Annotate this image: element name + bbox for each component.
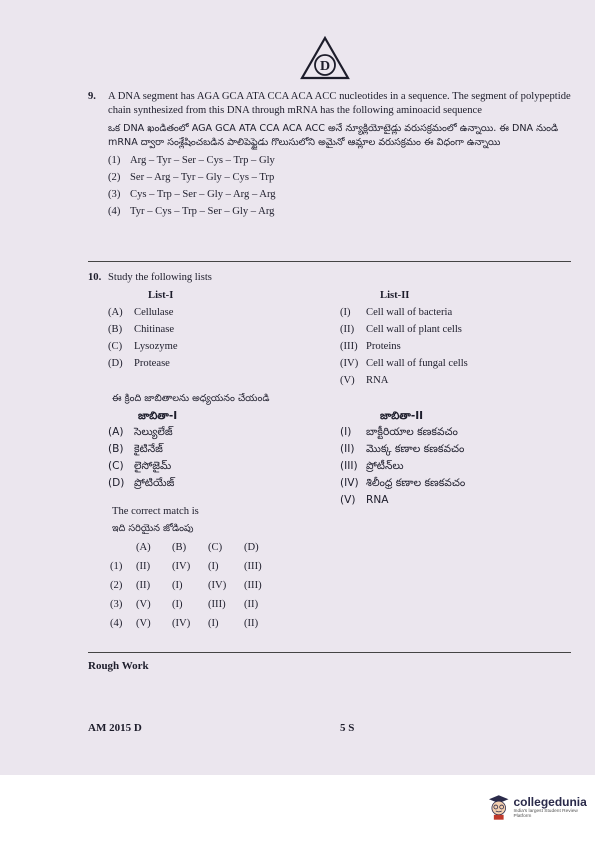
grid-row: (3) (V) (I) (III) (II) <box>110 599 259 610</box>
list-item: (I) Cell wall of bacteria <box>340 307 453 318</box>
list-item: (III) ప్రోటీన్‌లు <box>340 460 404 472</box>
option-4: (4) Tyr – Cys – Trp – Ser – Gly – Arg <box>108 206 275 217</box>
list-item: (II) మొక్క కణాల కణకవచం <box>340 443 465 455</box>
match-label-te: ఇది సరియైన జోడింపు <box>112 523 194 534</box>
question-9 <box>88 90 573 220</box>
list-item: (D) ప్రోటియేజ్ <box>108 477 175 489</box>
option-1: (1) Arg – Tyr – Ser – Cys – Trp – Gly <box>108 155 275 166</box>
student-mascot-icon <box>488 794 509 820</box>
list-item: (A) సెల్యులేజ్ <box>108 426 173 438</box>
list-item: (I) బాక్టీరియాల కణకవచం <box>340 426 458 438</box>
list-item: (C) లైసోజైమ్ <box>108 460 172 472</box>
list-2 <box>340 304 468 389</box>
question-number: 10. <box>88 272 102 283</box>
list-item: (A) Cellulase <box>108 307 174 318</box>
option-3: (3) Cys – Trp – Ser – Gly – Arg – Arg <box>108 189 276 200</box>
series-letter: D <box>319 59 331 74</box>
question-text-te: ఈ క్రింది జాబితాలను అధ్యయనం చేయండి <box>112 393 270 404</box>
list-item: (V) RNA <box>340 494 389 506</box>
list-1-title-te: జాబితా-I <box>138 410 178 422</box>
brand-tagline: India's largest Student Review Platform <box>513 809 578 819</box>
list-2-title: List-II <box>380 290 410 301</box>
question-text-te: ఒక DNA ఖండితంలో AGA GCA ATA CCA ACA ACC అనే న్యూక్లియోటైడ్లు వరుసక్రమంలో ఉన్నాయి. ఈ DNA నుండి mRNA ద్వారా సంశ్లేషించబడిన పాలిపెప్టైడు గొలుసులోని అమైనో ఆమ్లాల వరుసక్రమం ఈ విధంగా ఉన్నాయి <box>108 123 559 148</box>
list-1 <box>108 304 178 372</box>
question-text-en: Study the following lists <box>108 272 212 283</box>
options-list <box>88 152 573 220</box>
list-item: (C) Lysozyme <box>108 341 178 352</box>
question-text-en: A DNA segment has AGA GCA ATA CCA ACA ACC nucleotides in a sequence. The segment of polypeptide chain synthesized from this DNA through mRNA has the following aminoacid sequence <box>108 91 571 116</box>
divider <box>88 261 571 262</box>
divider <box>88 652 571 653</box>
list-item: (B) Chitinase <box>108 324 175 335</box>
list-2-te <box>340 424 465 509</box>
page-number: 5 S <box>340 722 355 734</box>
list-2-title-te: జాబితా-II <box>380 410 424 422</box>
lists-en <box>108 288 548 388</box>
list-1-te <box>108 424 174 492</box>
grid-row: (2) (II) (I) (IV) (III) <box>110 580 262 591</box>
list-1-title: List-I <box>148 290 174 301</box>
list-item: (III) Proteins <box>340 341 401 352</box>
list-item: (B) కైటినేజ్ <box>108 443 163 455</box>
grid-row: (1) (II) (IV) (I) (III) <box>110 561 262 572</box>
grid-header: (A) (B) (C) (D) <box>136 542 259 553</box>
grid-row: (4) (V) (IV) (I) (II) <box>110 618 259 629</box>
question-10 <box>88 271 573 285</box>
answer-grid <box>110 538 280 633</box>
list-item: (IV) Cell wall of fungal cells <box>340 358 468 369</box>
list-item: (IV) శిలీంధ్ర కణాల కణకవచం <box>340 477 466 489</box>
list-item: (II) Cell wall of plant cells <box>340 324 462 335</box>
option-2: (2) Ser – Arg – Tyr – Gly – Cys – Trp <box>108 172 275 183</box>
lists-te <box>108 408 548 508</box>
exam-code: AM 2015 D <box>88 722 142 734</box>
list-item: (D) Protease <box>108 358 170 369</box>
list-item: (V) RNA <box>340 375 389 386</box>
brand-watermark <box>488 794 595 820</box>
question-number: 9. <box>88 91 96 102</box>
series-triangle-icon <box>300 36 350 80</box>
match-label-en: The correct match is <box>112 506 199 517</box>
brand-name: collegedunia <box>513 795 587 809</box>
rough-work-label: Rough Work <box>88 660 149 672</box>
